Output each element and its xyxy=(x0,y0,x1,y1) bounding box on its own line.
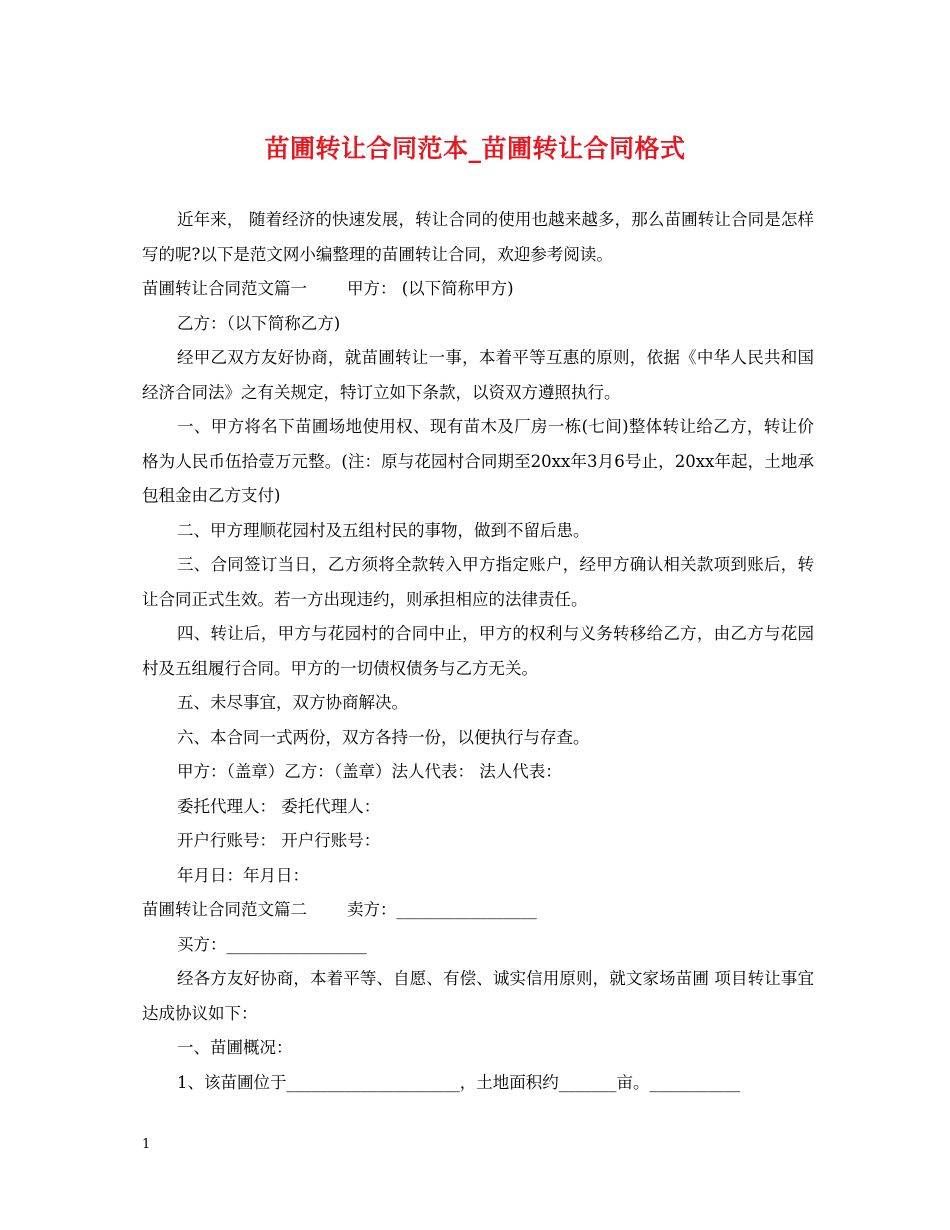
page-number: 1 xyxy=(142,1137,151,1152)
sample-2-heading xyxy=(142,893,814,928)
clause-2-paragraph: 二、甲方理顺花园村及五组村民的事物，做到不留后患。 xyxy=(177,520,590,540)
document-title: 苗圃转让合同范本_苗圃转让合同格式 xyxy=(264,134,686,163)
party-a-line: 甲方： (以下简称甲方) xyxy=(347,279,514,298)
seller-line: 卖方：_________________ xyxy=(347,900,537,919)
sample-1-label: 苗圃转让合同范文篇一 xyxy=(142,279,307,298)
sample-1-heading xyxy=(142,272,814,307)
sample-2-label: 苗圃转让合同范文篇二 xyxy=(142,900,307,919)
clause-6-paragraph: 六、本合同一式两份，双方各持一份，以便执行与存查。 xyxy=(177,727,590,747)
account-line: 开户行账号： 开户行账号： xyxy=(177,831,381,850)
item-1-paragraph: 1、该苗圃位于_____________________，土地面积约_______亩。___________ xyxy=(177,1072,741,1092)
preamble-2-paragraph: 经各方友好协商，本着平等、自愿、有偿、诚实信用原则，就文家场苗圃 项目转让事宜达成协议如下： xyxy=(142,969,814,1023)
buyer-line: 买方：_________________ xyxy=(177,934,367,954)
agent-line: 委托代理人： 委托代理人： xyxy=(177,796,381,816)
section-1-heading: 一、苗圃概况： xyxy=(177,1038,293,1057)
clause-4-paragraph: 四、转让后，甲方与花园村的合同中止，甲方的权利与义务转移给乙方，由乙方与花园村及五组履行合同。甲方的一切债权债务与乙方无关。 xyxy=(142,624,814,678)
clause-5-paragraph: 五、未尽事宜，双方协商解决。 xyxy=(177,693,408,712)
clause-3-paragraph: 三、合同签订当日，乙方须将全款转入甲方指定账户，经甲方确认相关款项到账后，转让合同正式生效。若一方出现违约，则承担相应的法律责任。 xyxy=(142,555,814,609)
document-body xyxy=(142,203,814,1100)
party-b-line: 乙方：（以下简称乙方) xyxy=(177,313,341,333)
preamble-paragraph: 经甲乙双方友好协商，就苗圃转让一事，本着平等互惠的原则，依据《中华人民共和国经济合同法》之有关规定，特订立如下条款，以资双方遵照执行。 xyxy=(142,348,814,402)
signature-line: 甲方：（盖章）乙方：（盖章）法人代表： 法人代表： xyxy=(177,762,562,781)
date-line: 年月日：年月日： xyxy=(177,865,309,885)
clause-1-paragraph: 一、甲方将名下苗圃场地使用权、现有苗木及厂房一栋(七间)整体转让给乙方，转让价格为人民币伍拾壹万元整。(注：原与花园村合同期至20xx年3月6号止，20xx年起，土地承包租金由乙方支付) xyxy=(142,417,814,505)
intro-paragraph: 近年来， 随着经济的快速发展，转让合同的使用也越来越多，那么苗圃转让合同是怎样写的呢?以下是范文网小编整理的苗圃转让合同，欢迎参考阅读。 xyxy=(142,210,814,264)
